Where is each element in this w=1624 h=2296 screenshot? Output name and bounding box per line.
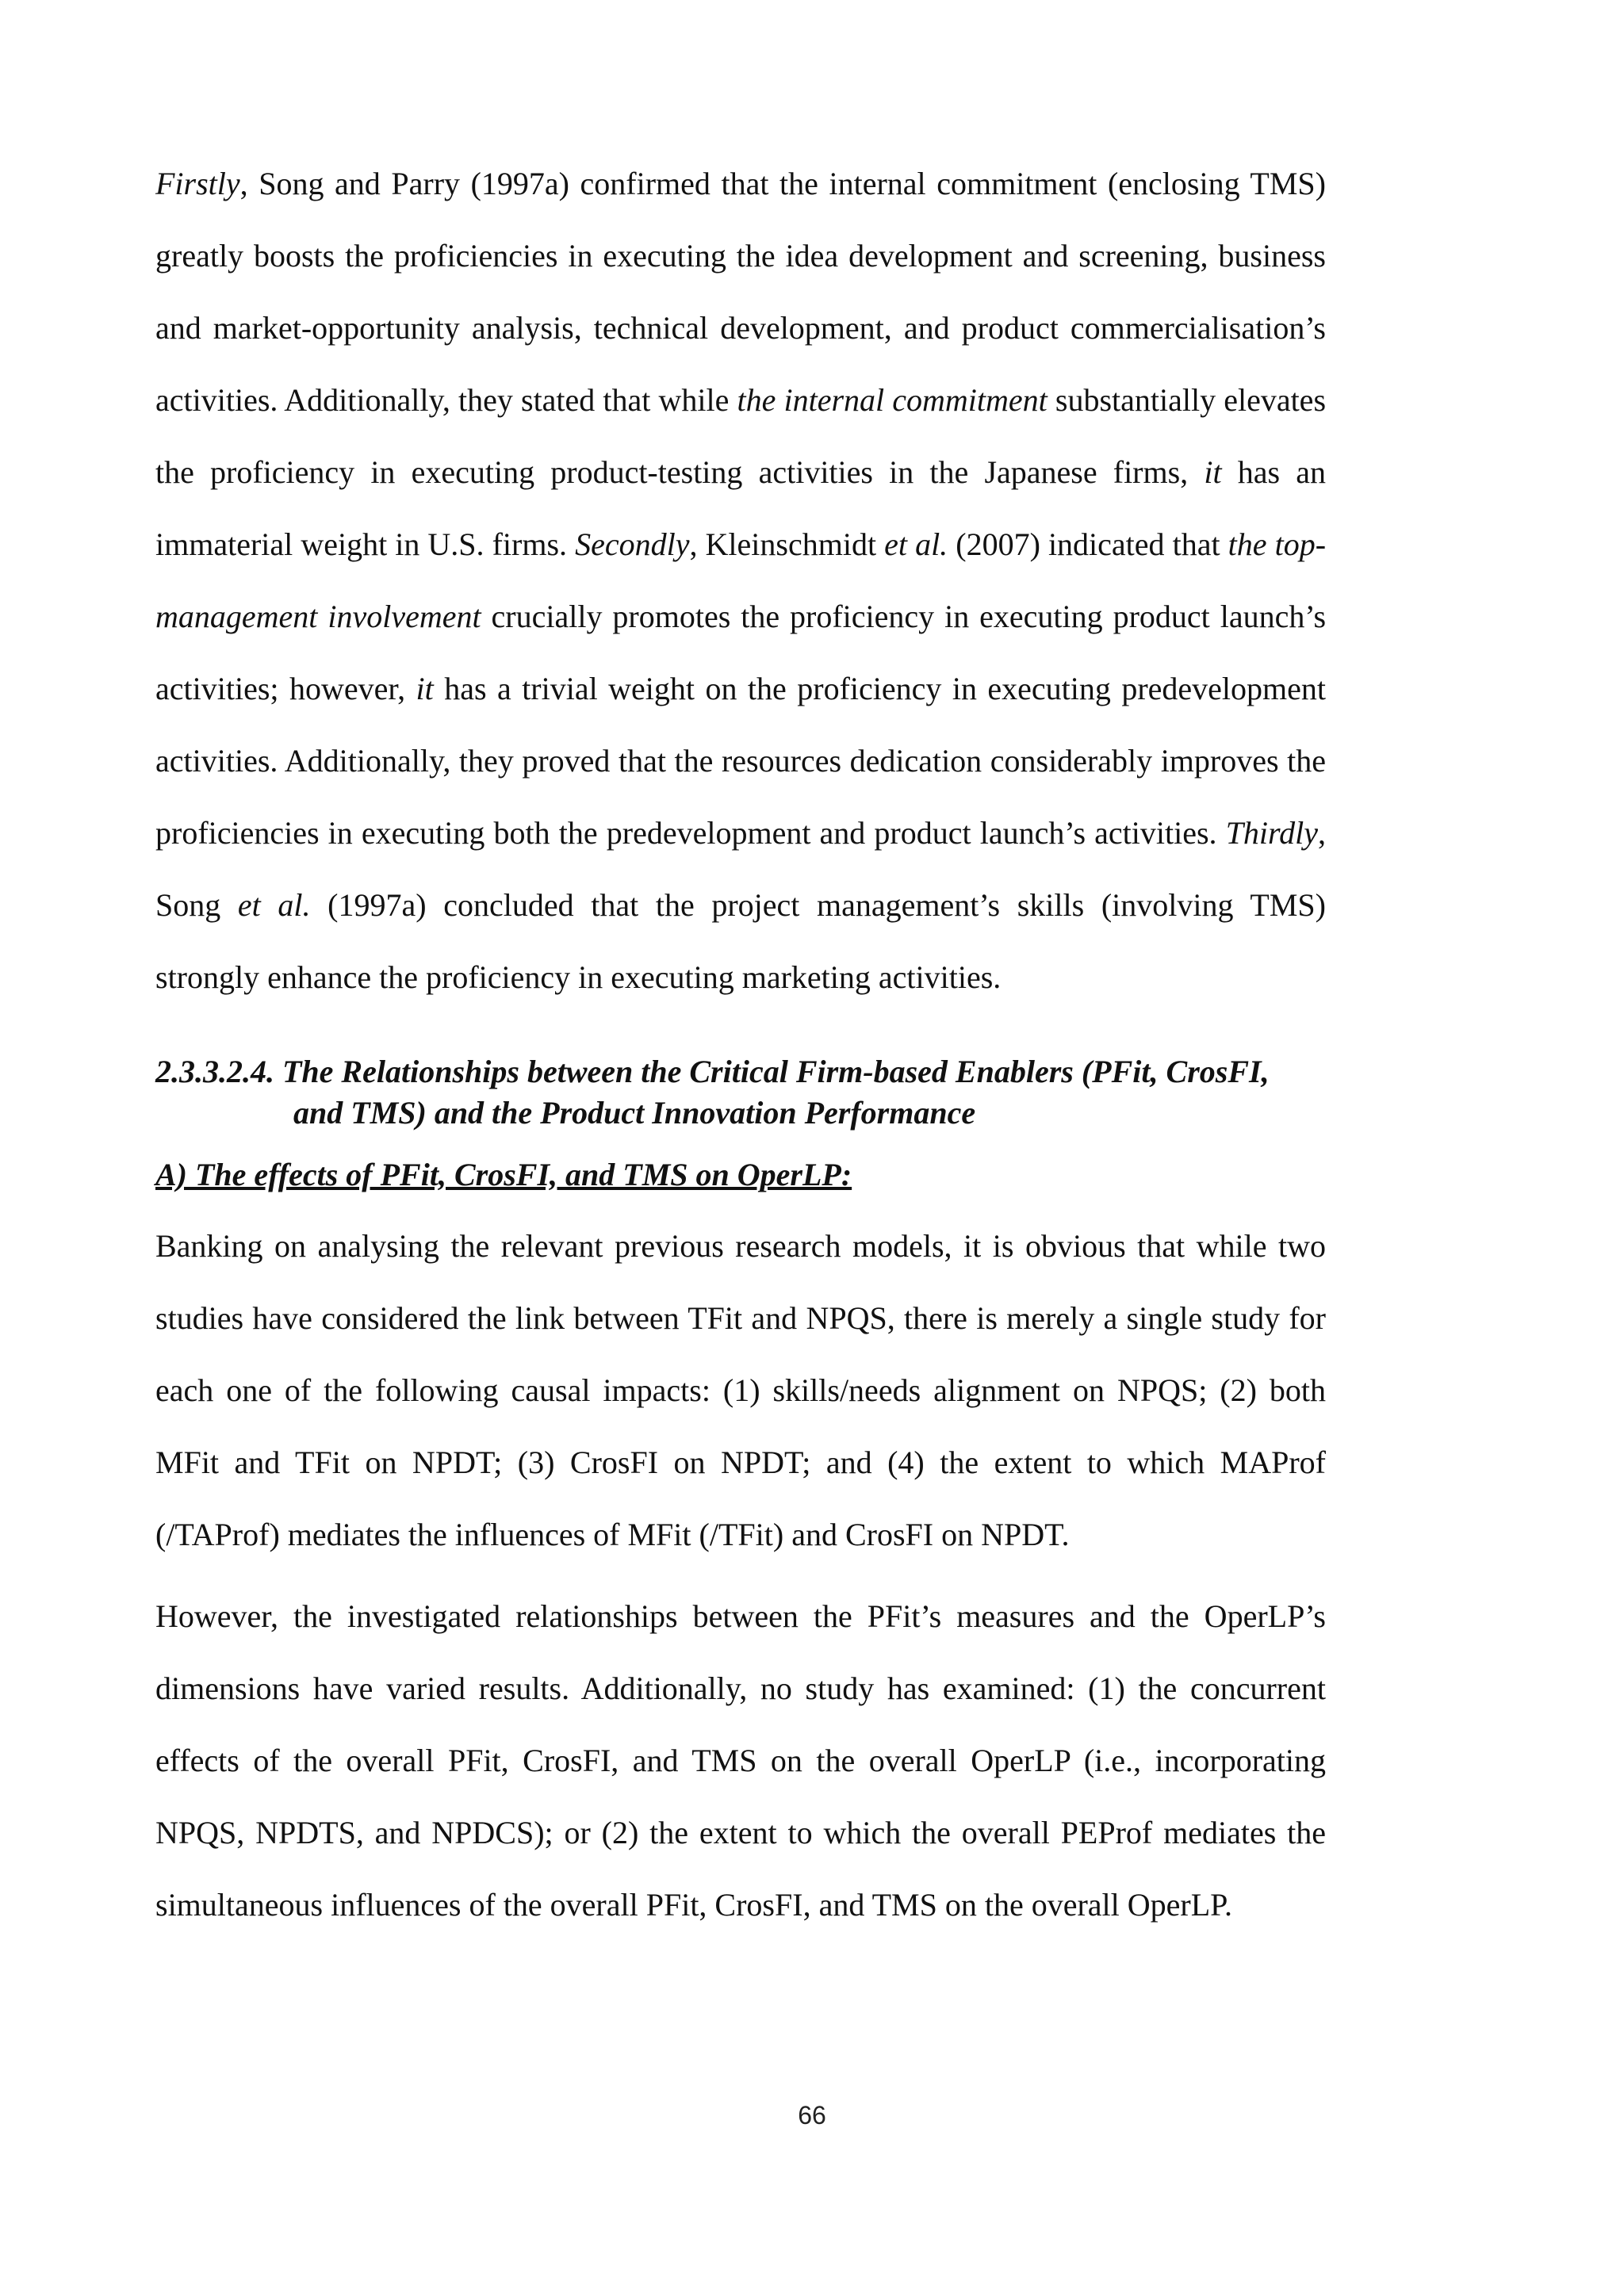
emphasis-it: it (1204, 454, 1222, 490)
text-run: (1997a) concluded that the project management’s skills (involving TMS) strongly enhance the proficiency in executing marketing activities. (155, 887, 1326, 995)
emphasis-et-al: et al. (237, 887, 311, 923)
text-run: has an immaterial weight in U.S. firms. (155, 454, 1326, 562)
section-heading (155, 1051, 1326, 1134)
emphasis-firstly: Firstly (155, 166, 240, 201)
section-heading-line-1: 2.3.3.2.4. The Relationships between the Critical Firm-based Enablers (PFit, CrosFI, (155, 1054, 1270, 1089)
subsection-heading: A) The effects of PFit, CrosFI, and TMS on OperLP: (155, 1157, 852, 1192)
emphasis-top-management-involvement: the top-management involvement (155, 526, 1327, 634)
text-run: has a trivial weight on the proficiency in executing predevelopment activities. Additionally, they proved that the resources dedication considerably improves the proficiencies in executing both the predevelopment and product launch’s activities. (155, 671, 1326, 851)
section-heading-line-2: and TMS) and the Product Innovation Performance (293, 1095, 976, 1131)
paragraph-firm-enablers-evidence (155, 147, 1326, 1013)
paragraph-previous-research: Banking on analysing the relevant previous research models, it is obvious that while two studies have considered the link between TFit and NPQS, there is merely a single study for each one of the following causal impacts: (1) skills/needs alignment on NPQS; (2) both MFit and TFit on NPDT; (3) CrosFI on NPDT; and (4) the extent to which MAProf (/TAProf) mediates the influences of MFit (/TFit) and CrosFI on NPDT. (155, 1228, 1326, 1552)
emphasis-internal-commitment: the internal commitment (737, 382, 1048, 418)
page-body (155, 147, 1326, 1941)
emphasis-et-al: et al. (884, 526, 948, 562)
emphasis-thirdly: Thirdly (1225, 815, 1318, 851)
text-run: , Kleinschmidt (689, 526, 885, 562)
paragraph-research-gap: However, the investigated relationships between the PFit’s measures and the OperLP’s dimensions have varied results. Additionally, no study has examined: (1) the concurrent effects of the overall PFit, CrosFI, and TMS on the overall OperLP (i.e., incorporating NPQS, NPDTS, and NPDCS); or (2) the extent to which the overall PEProf mediates the simultaneous influences of the overall PFit, CrosFI, and TMS on the overall OperLP. (155, 1598, 1326, 1923)
emphasis-secondly: Secondly (575, 526, 690, 562)
emphasis-it: it (416, 671, 434, 706)
text-run: (2007) indicated that (948, 526, 1228, 562)
text-run: crucially promotes the proficiency in executing product launch’s activities; however, (155, 599, 1327, 706)
page-number: 66 (798, 2101, 826, 2130)
text-run: , Song and Parry (1997a) confirmed that the internal commitment (enclosing TMS) greatly boosts the proficiencies in executing the idea development and screening, business and market-opportunity analysis, technical development, and product commercialisation’s activities. Additionally, they stated that while (155, 166, 1326, 418)
text-run: , Song (155, 815, 1326, 923)
text-run: substantially elevates the proficiency in executing product-testing activities in the Japanese firms, (155, 382, 1327, 490)
